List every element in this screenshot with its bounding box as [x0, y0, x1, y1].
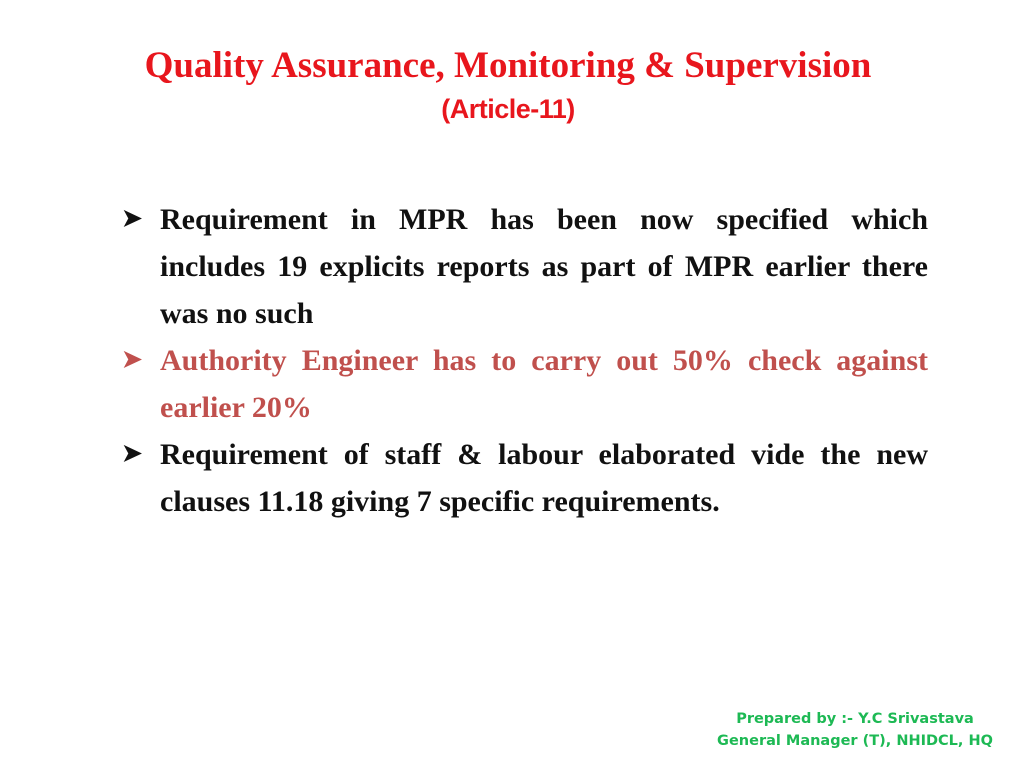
bullet-text: Authority Engineer has to carry out 50% check against earlier 20% [160, 344, 928, 424]
slide-title: Quality Assurance, Monitoring & Supervision [144, 45, 872, 86]
arrowhead-bullet-icon: ➤ [122, 206, 143, 232]
arrowhead-bullet-icon: ➤ [122, 441, 143, 467]
footer-prepared-by: Prepared by :- Y.C Srivastava [736, 711, 974, 727]
bullet-item [122, 196, 928, 337]
bullet-item [122, 431, 928, 525]
footer-credit [690, 708, 1020, 752]
arrowhead-bullet-icon: ➤ [122, 347, 143, 373]
footer-designation: General Manager (T), NHIDCL, HQ [717, 733, 993, 749]
bullet-list [122, 196, 928, 525]
bullet-item [122, 337, 928, 431]
bullet-text: Requirement of staff & labour elaborated vide the new clauses 11.18 giving 7 specific requirements. [160, 438, 928, 518]
bullet-text: Requirement in MPR has been now specified which includes 19 explicits reports as part of MPR earlier there was no such [160, 203, 928, 330]
slide-subtitle: (Article-11) [441, 94, 575, 124]
